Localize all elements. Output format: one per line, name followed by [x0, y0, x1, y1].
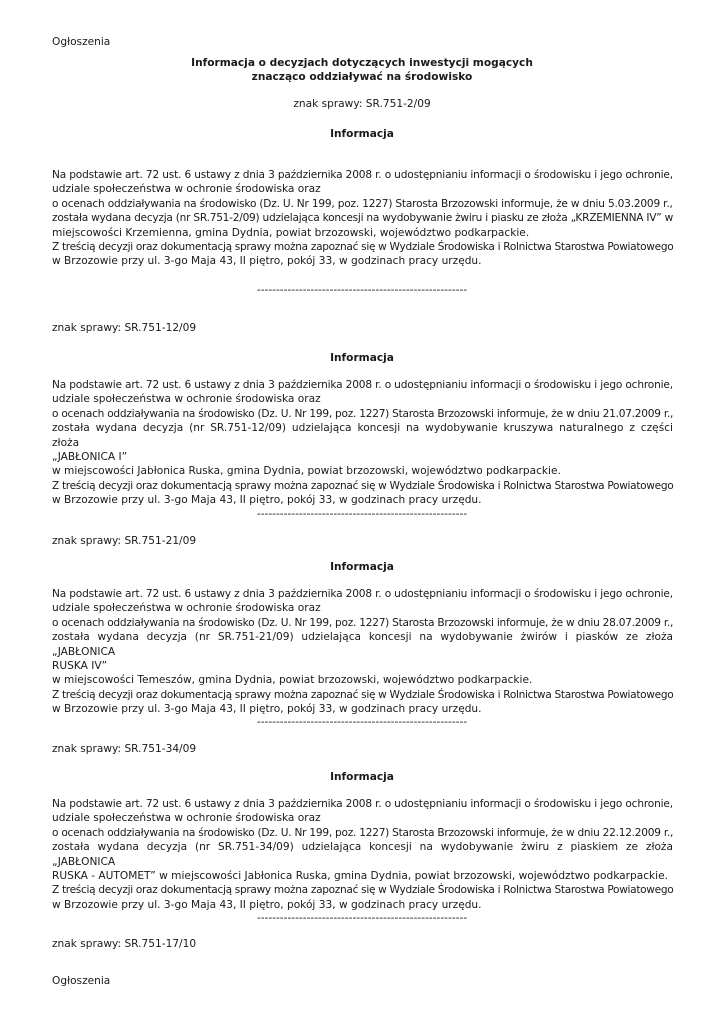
paragraph-line: „JABŁONICA I”	[52, 451, 128, 464]
paragraph-line: w Brzozowie przy ul. 3-go Maja 43, II piętro, pokój 33, w godzinach pracy urzędu.	[52, 898, 482, 911]
paragraph-line: w Brzozowie przy ul. 3-go Maja 43, II piętro, pokój 33, w godzinach pracy urzędu.	[52, 255, 482, 268]
paragraph-line: została wydana decyzja (nr SR.751-21/09) udzielająca koncesji na wydobywanie żwirów i piasków ze złoża „JABŁONICA	[52, 631, 673, 658]
paragraph-line: o ocenach oddziaływania na środowisko (Dz. U. Nr 199, poz. 1227) Starosta Brzozowski informuje, że w dniu 22.12.2009 r.,	[52, 826, 674, 839]
paragraph-line: Z treścią decyzji oraz dokumentacją sprawy można zapoznać się w Wydziale Środowiska i Rolnictwa Starostwa Powiatowego	[52, 884, 674, 897]
paragraph-line: o ocenach oddziaływania na środowisko (Dz. U. Nr 199, poz. 1227) Starosta Brzozowski informuje, że w dniu 21.07.2009 r.,	[52, 407, 674, 420]
paragraph-line: RUSKA IV”	[52, 660, 108, 673]
paragraph-line: Z treścią decyzji oraz dokumentacją sprawy można zapoznać się w Wydziale Środowiska i Rolnictwa Starostwa Powiatowego	[52, 688, 674, 701]
paragraph-line: RUSKA - AUTOMET” w miejscowości Jabłonica Ruska, gmina Dydnia, powiat brzozowski, województwo podkarpackie.	[52, 870, 669, 883]
document-title-line-2: znacząco oddziaływać na środowisko	[251, 71, 473, 83]
section-heading: Informacja	[330, 771, 394, 783]
document-title-line-1: Informacja o decyzjach dotyczących inwestycji mogących	[191, 57, 533, 69]
paragraph-line: została wydana decyzja (nr SR.751-2/09) udzielająca koncesji na wydobywanie żwiru i piasku ze złoża „KRZEMIENNA IV” w	[52, 212, 674, 225]
paragraph-line: Na podstawie art. 72 ust. 6 ustawy z dnia 3 października 2008 r. o udostępnianiu informacji o środowisku i jego ochronie,	[52, 169, 673, 181]
case-reference: znak sprawy: SR.751-21/09	[52, 535, 197, 547]
case-reference: znak sprawy: SR.751-17/10	[52, 938, 197, 950]
paragraph-line: Na podstawie art. 72 ust. 6 ustawy z dnia 3 października 2008 r. o udostępnianiu informacji o środowisku i jego ochronie,	[52, 798, 673, 810]
paragraph-line: udziale społeczeństwa w ochronie środowiska oraz	[52, 602, 321, 615]
paragraph-line: Na podstawie art. 72 ust. 6 ustawy z dnia 3 października 2008 r. o udostępnianiu informacji o środowisku i jego ochronie,	[52, 379, 673, 391]
section-separator: -------------------------------------------------------	[256, 912, 468, 924]
paragraph-line: Na podstawie art. 72 ust. 6 ustawy z dnia 3 października 2008 r. o udostępnianiu informacji o środowisku i jego ochronie,	[52, 588, 673, 600]
paragraph-line: w miejscowości Jabłonica Ruska, gmina Dydnia, powiat brzozowski, województwo podkarpackie.	[52, 465, 561, 478]
paragraph-line: o ocenach oddziaływania na środowisko (Dz. U. Nr 199, poz. 1227) Starosta Brzozowski informuje, że w dniu 5.03.2009 r.,	[52, 197, 673, 210]
paragraph-line: została wydana decyzja (nr SR.751-34/09) udzielająca koncesji na wydobywanie żwiru z piaskiem ze złoża „JABŁONICA	[52, 841, 673, 868]
document-title	[52, 56, 672, 84]
section-label: Ogłoszenia	[52, 975, 111, 987]
section-heading: Informacja	[330, 352, 394, 364]
section-heading: Informacja	[330, 128, 394, 140]
section-separator: -------------------------------------------------------	[256, 508, 468, 520]
notice-paragraph	[52, 378, 673, 508]
notice-paragraph	[52, 797, 673, 912]
paragraph-line: Z treścią decyzji oraz dokumentacją sprawy można zapoznać się w Wydziale Środowiska i Rolnictwa Starostwa Powiatowego	[52, 479, 674, 492]
notice-paragraph	[52, 168, 673, 269]
case-reference: znak sprawy: SR.751-12/09	[52, 322, 197, 334]
paragraph-line: została wydana decyzja (nr SR.751-12/09) udzielająca koncesji na wydobywanie kruszywa naturalnego z części złoża	[52, 422, 673, 449]
notice-paragraph	[52, 587, 673, 717]
paragraph-line: miejscowości Krzemienna, gmina Dydnia, powiat brzozowski, województwo podkarpackie.	[52, 226, 530, 239]
case-reference: znak sprawy: SR.751-34/09	[52, 743, 197, 755]
case-reference: znak sprawy: SR.751-2/09	[293, 98, 431, 110]
section-label: Ogłoszenia	[52, 36, 111, 48]
section-separator: -------------------------------------------------------	[256, 284, 468, 296]
paragraph-line: udziale społeczeństwa w ochronie środowiska oraz	[52, 183, 321, 196]
paragraph-line: w Brzozowie przy ul. 3-go Maja 43, II piętro, pokój 33, w godzinach pracy urzędu.	[52, 494, 482, 507]
paragraph-line: udziale społeczeństwa w ochronie środowiska oraz	[52, 812, 321, 825]
paragraph-line: udziale społeczeństwa w ochronie środowiska oraz	[52, 393, 321, 406]
paragraph-line: w miejscowości Temeszów, gmina Dydnia, powiat brzozowski, województwo podkarpackie.	[52, 674, 533, 687]
paragraph-line: o ocenach oddziaływania na środowisko (Dz. U. Nr 199, poz. 1227) Starosta Brzozowski informuje, że w dniu 28.07.2009 r.,	[52, 616, 674, 629]
paragraph-line: w Brzozowie przy ul. 3-go Maja 43, II piętro, pokój 33, w godzinach pracy urzędu.	[52, 703, 482, 716]
paragraph-line: Z treścią decyzji oraz dokumentacją sprawy można zapoznać się w Wydziale Środowiska i Rolnictwa Starostwa Powiatowego	[52, 241, 674, 254]
section-separator: -------------------------------------------------------	[256, 716, 468, 728]
section-heading: Informacja	[330, 561, 394, 573]
